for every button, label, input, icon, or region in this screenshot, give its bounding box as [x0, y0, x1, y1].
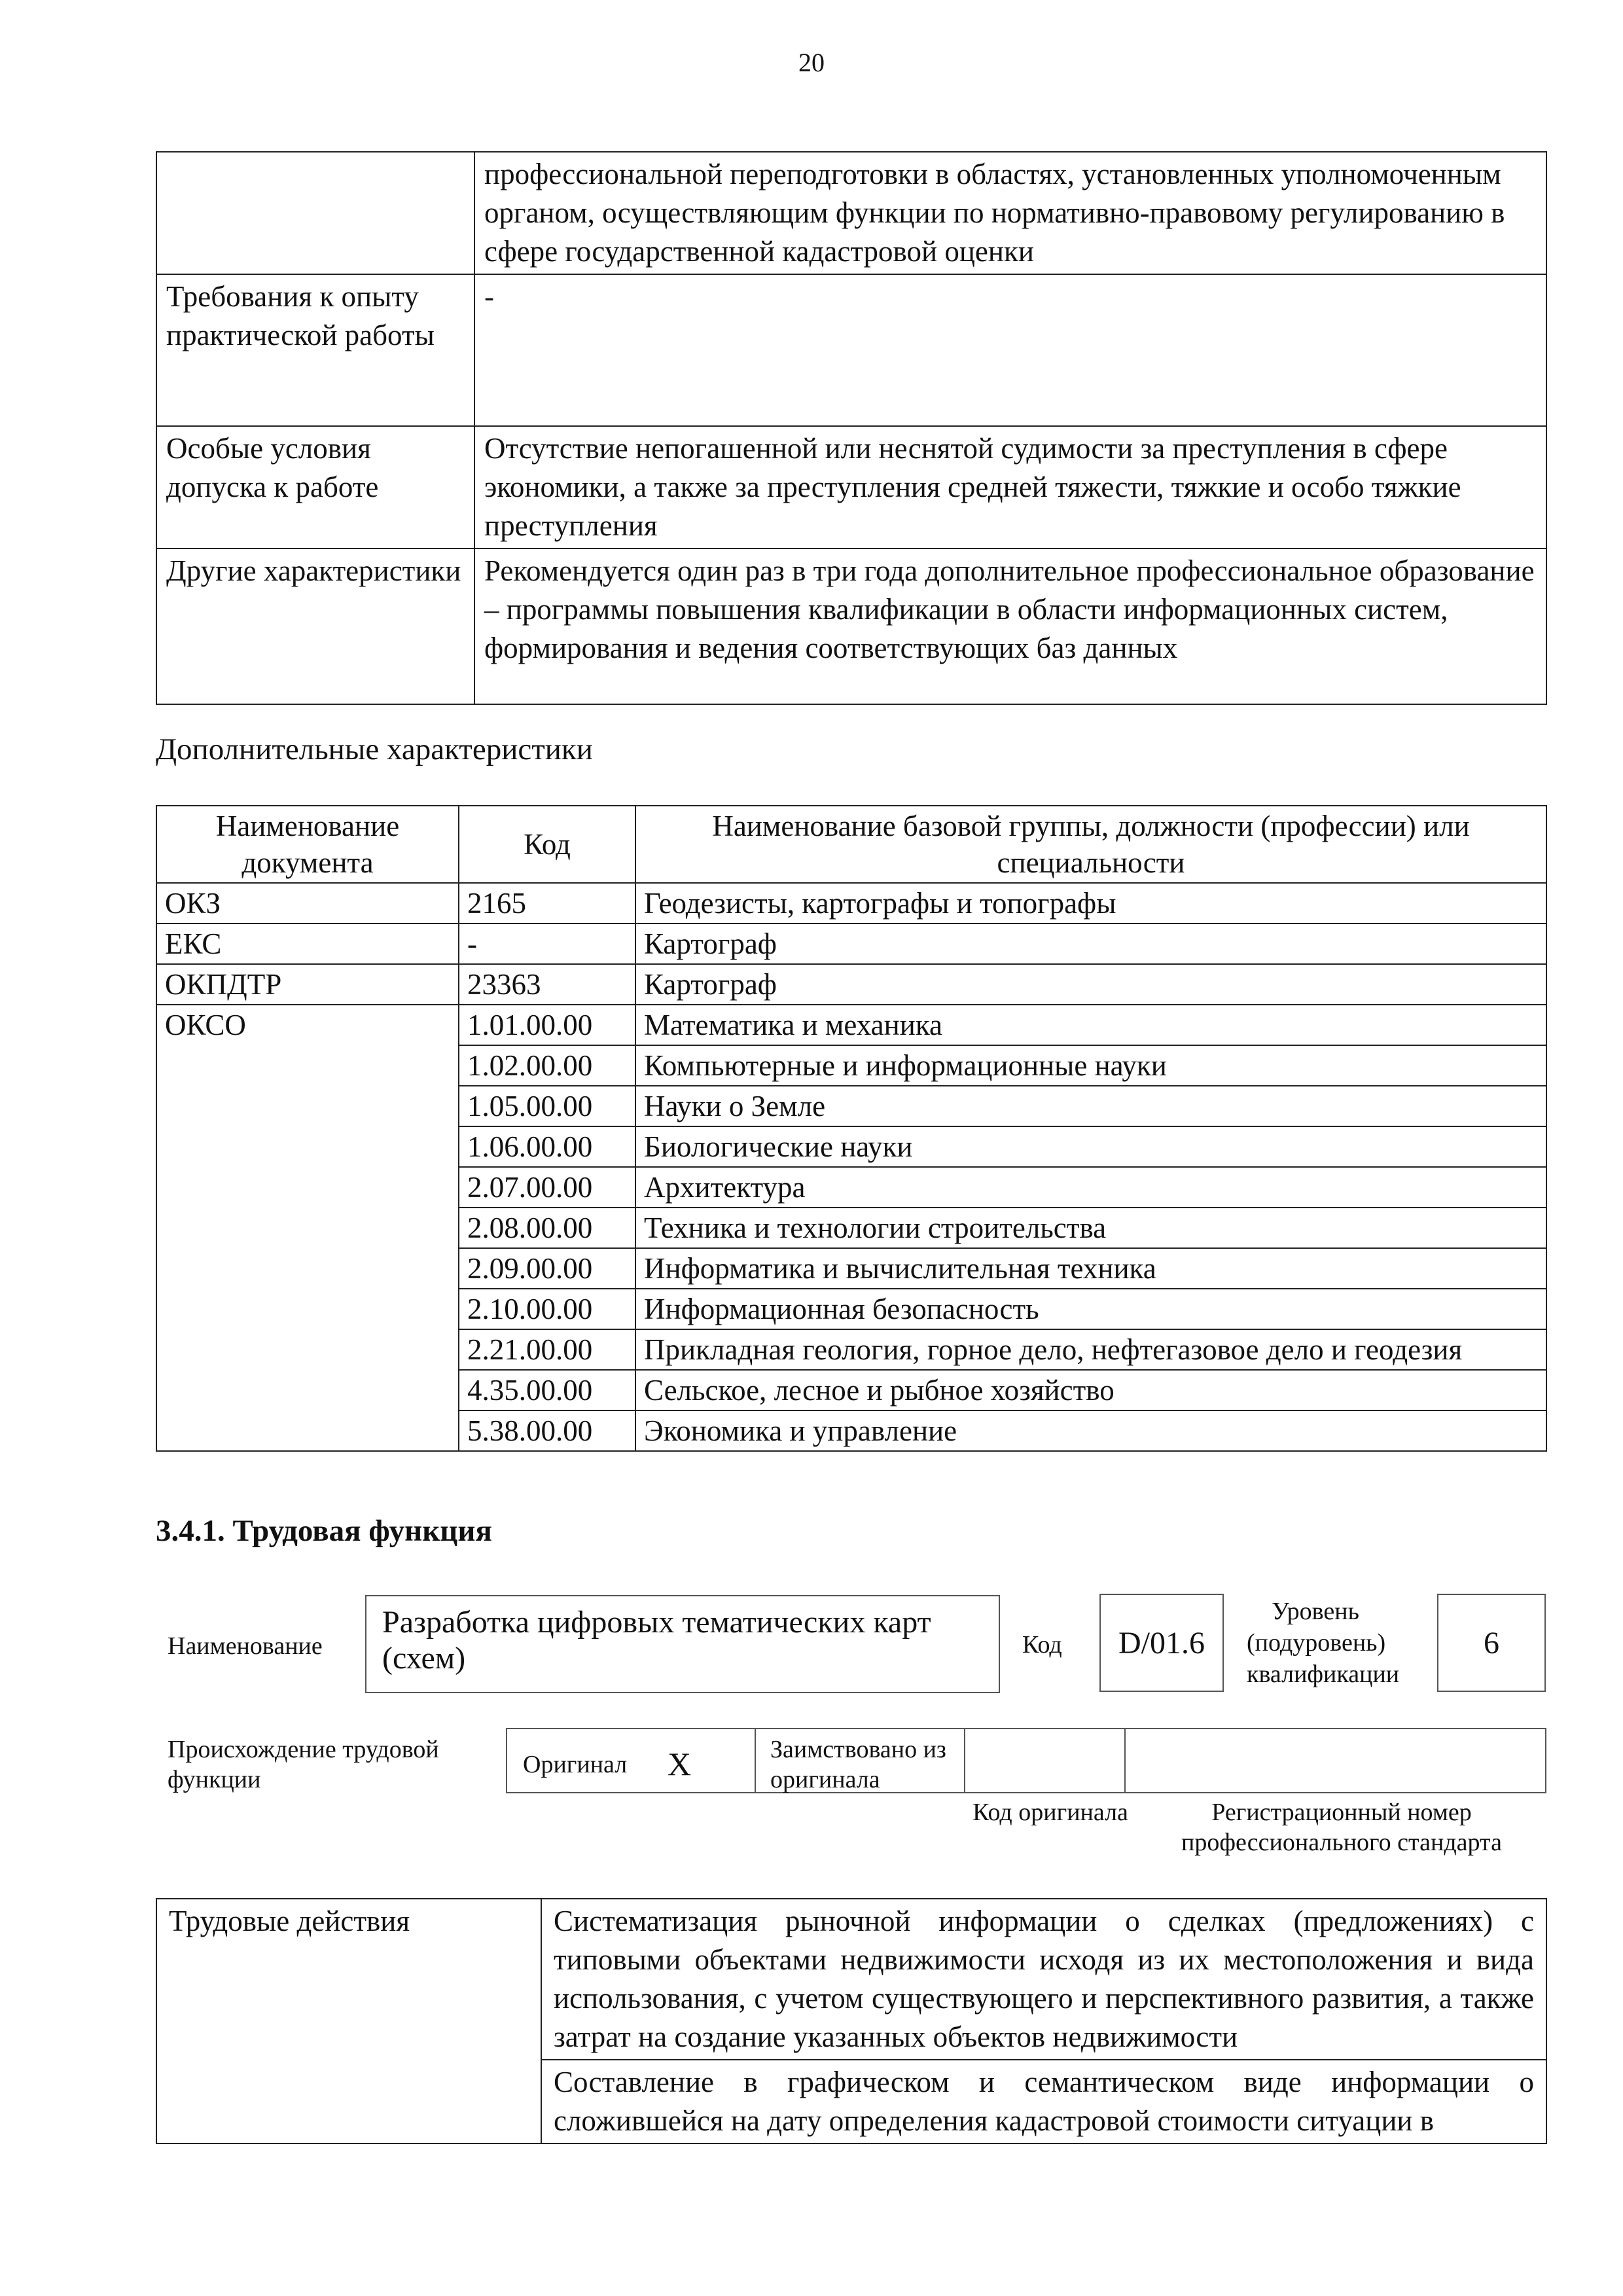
- function-code-value: D/01.6: [1099, 1594, 1224, 1692]
- name-cell: Экономика и управление: [635, 1410, 1546, 1451]
- name-cell: Биологические науки: [635, 1126, 1546, 1167]
- original-mark: X: [668, 1746, 692, 1782]
- page-number: 20: [798, 48, 825, 77]
- table-row: [156, 883, 1546, 924]
- name-cell: Сельское, лесное и рыбное хозяйство: [635, 1370, 1546, 1410]
- additional-characteristics-table: [156, 805, 1547, 1452]
- code-cell: 1.05.00.00: [459, 1086, 635, 1126]
- code-cell: 1.06.00.00: [459, 1126, 635, 1167]
- code-cell: -: [459, 924, 635, 964]
- name-cell: Картограф: [635, 924, 1546, 964]
- function-origin-box: [506, 1728, 1546, 1793]
- table-row: [156, 274, 1546, 426]
- labor-actions-table: [156, 1898, 1547, 2144]
- qualification-requirements-table: [156, 151, 1547, 705]
- table-row: [156, 924, 1546, 964]
- qualification-level-value: 6: [1437, 1594, 1546, 1692]
- table-row: [156, 1899, 1546, 2060]
- name-cell: Математика и механика: [635, 1005, 1546, 1045]
- row-value: Рекомендуется один раз в три года дополнительное профессиональное образование – программы повышения квалификации в области информационных систем, формирования и ведения соответствующих баз данных: [474, 548, 1546, 704]
- header-document: Наименование документа: [156, 806, 459, 883]
- doc-cell: ОКЗ: [156, 883, 459, 924]
- original-code-cell: [965, 1729, 1126, 1792]
- doc-cell: ОКПДТР: [156, 964, 459, 1005]
- table-row: [156, 1005, 1546, 1045]
- function-code-label: Код: [1022, 1631, 1062, 1659]
- name-cell: Прикладная геология, горное дело, нефтегазовое дело и геодезия: [635, 1329, 1546, 1370]
- additional-characteristics-caption: Дополнительные характеристики: [156, 732, 593, 766]
- table-row: [156, 964, 1546, 1005]
- name-cell: Науки о Земле: [635, 1086, 1546, 1126]
- name-cell: Техника и технологии строительства: [635, 1208, 1546, 1248]
- labor-actions-label: Трудовые действия: [156, 1899, 541, 2144]
- name-cell: Информатика и вычислительная техника: [635, 1248, 1546, 1289]
- function-name-label: Наименование: [168, 1632, 323, 1660]
- code-cell: 23363: [459, 964, 635, 1005]
- row-label: Требования к опыту практической работы: [156, 274, 474, 426]
- registration-number-caption: Регистрационный номер профессионального стандарта: [1181, 1799, 1502, 1856]
- original-label: Оригинал: [523, 1751, 628, 1778]
- row-label: [156, 152, 474, 274]
- row-value: Отсутствие непогашенной или неснятой судимости за преступления в сфере экономики, а также за преступления средней тяжести, тяжкие и особо тяжкие преступления: [474, 426, 1546, 548]
- code-cell: 2.08.00.00: [459, 1208, 635, 1248]
- row-label: Другие характеристики: [156, 548, 474, 704]
- code-cell: 1.02.00.00: [459, 1045, 635, 1086]
- function-origin-label: Происхождение трудовой функции: [168, 1736, 439, 1793]
- qualification-level-label: Уровень (подуровень) квалификации: [1247, 1598, 1400, 1688]
- table-row: [156, 152, 1546, 274]
- doc-cell: ЕКС: [156, 924, 459, 964]
- code-cell: 4.35.00.00: [459, 1370, 635, 1410]
- function-name-value: Разработка цифровых тематических карт (схем): [365, 1595, 1000, 1693]
- labor-function-heading: 3.4.1. Трудовая функция: [156, 1514, 492, 1548]
- row-value: профессиональной переподготовки в областях, установленных уполномоченным органом, осуществляющим функции по нормативно-правовому регулированию в сфере государственной кадастровой оценки: [474, 152, 1546, 274]
- original-cell: [507, 1729, 756, 1792]
- code-cell: 2.09.00.00: [459, 1248, 635, 1289]
- row-value: -: [474, 274, 1546, 426]
- name-cell: Архитектура: [635, 1167, 1546, 1208]
- registration-number-cell: [1126, 1729, 1545, 1792]
- name-cell: Компьютерные и информационные науки: [635, 1045, 1546, 1086]
- name-cell: Геодезисты, картографы и топографы: [635, 883, 1546, 924]
- code-cell: 5.38.00.00: [459, 1410, 635, 1451]
- code-cell: 2.21.00.00: [459, 1329, 635, 1370]
- borrowed-cell: [756, 1729, 965, 1792]
- code-cell: 2.07.00.00: [459, 1167, 635, 1208]
- table-header-row: [156, 806, 1546, 883]
- original-code-caption: Код оригинала: [972, 1799, 1128, 1826]
- name-cell: Картограф: [635, 964, 1546, 1005]
- row-label: Особые условия допуска к работе: [156, 426, 474, 548]
- code-cell: 1.01.00.00: [459, 1005, 635, 1045]
- table-row: [156, 426, 1546, 548]
- header-code: Код: [459, 806, 635, 883]
- code-cell: 2.10.00.00: [459, 1289, 635, 1329]
- table-row: [156, 548, 1546, 704]
- doc-cell: ОКСО: [156, 1005, 459, 1451]
- code-cell: 2165: [459, 883, 635, 924]
- borrowed-label: Заимствовано из оригинала: [770, 1736, 946, 1793]
- labor-action-item: Составление в графическом и семантическом виде информации о сложившейся на дату определения кадастровой стоимости ситуации в: [541, 2060, 1546, 2144]
- labor-action-item: Систематизация рыночной информации о сделках (предложениях) с типовыми объектами недвижимости исходя из их местоположения и вида использования, с учетом существующего и перспективного развития, а также затрат на создание указанных объектов недвижимости: [541, 1899, 1546, 2060]
- name-cell: Информационная безопасность: [635, 1289, 1546, 1329]
- header-name: Наименование базовой группы, должности (профессии) или специальности: [635, 806, 1546, 883]
